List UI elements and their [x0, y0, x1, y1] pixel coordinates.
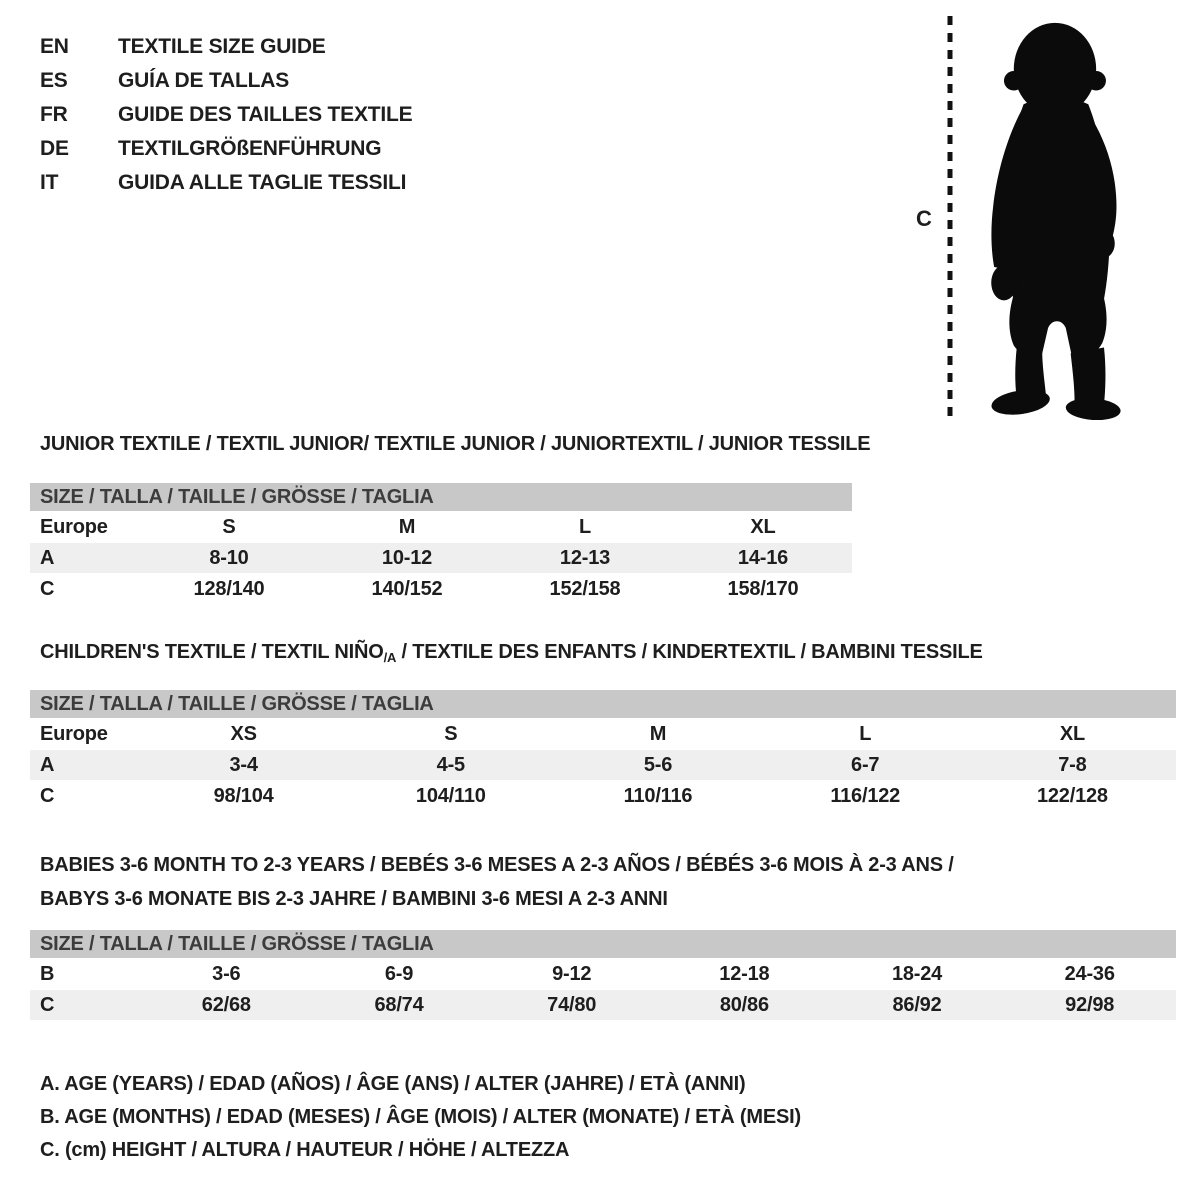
cell: 10-12: [381, 547, 433, 569]
cell: 158/170: [727, 578, 799, 600]
table-row-sizes: [30, 719, 1176, 749]
cell: 7-8: [1058, 754, 1087, 776]
cell: L: [578, 516, 592, 538]
cell: 6-7: [851, 754, 880, 776]
size-bar: SIZE / TALLA / TAILLE / GRÖSSE / TAGLIA: [30, 930, 1176, 958]
cell: 128/140: [193, 578, 265, 600]
table-row-age: [30, 750, 1176, 780]
lang-label: GUIDE DES TAILLES TEXTILE: [118, 103, 413, 126]
row-label: A: [40, 547, 55, 569]
cell: 6-9: [384, 963, 414, 985]
row-label: C: [40, 578, 55, 600]
lang-code: FR: [40, 103, 68, 126]
cell: 116/122: [830, 785, 901, 807]
cell: M: [398, 516, 416, 538]
cell: 104/110: [415, 785, 486, 807]
children-size-table: [30, 690, 1176, 811]
babies-section-heading: [40, 848, 954, 916]
height-measure-label: C: [916, 206, 932, 231]
cell: 12-18: [719, 963, 770, 985]
lang-code: IT: [40, 171, 59, 194]
table-row-height: [30, 990, 1176, 1020]
row-label: Europe: [40, 723, 108, 745]
cell: 14-16: [737, 547, 789, 569]
babies-heading-line1: BABIES 3-6 MONTH TO 2-3 YEARS / BEBÉS 3-6 MESES A 2-3 AÑOS / BÉBÉS 3-6 MOIS À 2-3 ANS /: [40, 854, 954, 876]
cell: 3-4: [229, 754, 258, 776]
height-dashed-line: [945, 16, 955, 416]
lang-code: EN: [40, 35, 69, 58]
cell: L: [859, 723, 872, 745]
lang-label: GUÍA DE TALLAS: [118, 69, 290, 92]
cell: 18-24: [891, 963, 943, 985]
lang-code: ES: [40, 69, 68, 92]
row-label: Europe: [40, 516, 108, 538]
lang-code: DE: [40, 137, 69, 160]
cell: M: [649, 723, 667, 745]
children-section-heading: [40, 641, 983, 665]
size-bar: SIZE / TALLA / TAILLE / GRÖSSE / TAGLIA: [30, 690, 1176, 718]
lang-row-de: [40, 132, 412, 166]
table-row-sizes: [30, 512, 852, 542]
table-row-height: [30, 574, 852, 604]
toddler-silhouette-icon: [962, 18, 1144, 420]
size-bar: SIZE / TALLA / TAILLE / GRÖSSE / TAGLIA: [30, 483, 852, 511]
row-label: A: [40, 754, 55, 776]
cell: XL: [1059, 723, 1085, 745]
junior-size-table: [30, 483, 852, 604]
junior-section-heading: JUNIOR TEXTILE / TEXTIL JUNIOR/ TEXTILE JUNIOR / JUNIORTEXTIL / JUNIOR TESSILE: [40, 433, 871, 455]
table-row-age: [30, 543, 852, 573]
children-heading-text: / TEXTILE DES ENFANTS / KINDERTEXTIL / BAMBINI TESSILE: [396, 641, 983, 663]
cell: XS: [230, 723, 257, 745]
legend: [40, 1068, 801, 1167]
babies-heading-line2: BABYS 3-6 MONATE BIS 2-3 JAHRE / BAMBINI 3-6 MESI A 2-3 ANNI: [40, 888, 668, 910]
lang-row-en: [40, 30, 412, 64]
cell: 122/128: [1036, 785, 1108, 807]
lang-row-fr: [40, 98, 412, 132]
cell: 140/152: [371, 578, 443, 600]
legend-line-a: A. AGE (YEARS) / EDAD (AÑOS) / ÂGE (ANS) / ALTER (JAHRE) / ETÀ (ANNI): [40, 1073, 746, 1095]
cell: 92/98: [1065, 994, 1115, 1016]
cell: 68/74: [374, 994, 424, 1016]
cell: 8-10: [209, 547, 249, 569]
language-header: [40, 30, 412, 200]
row-label: C: [40, 994, 55, 1016]
cell: 24-36: [1064, 963, 1115, 985]
cell: S: [444, 723, 458, 745]
row-label: C: [40, 785, 55, 807]
cell: 80/86: [719, 994, 769, 1016]
cell: 5-6: [643, 754, 673, 776]
cell: 12-13: [559, 547, 611, 569]
cell: 86/92: [892, 994, 942, 1016]
cell: 62/68: [201, 994, 251, 1016]
cell: 152/158: [549, 578, 621, 600]
table-row-age-months: [30, 959, 1176, 989]
cell: XL: [750, 516, 776, 538]
cell: S: [222, 516, 236, 538]
cell: 3-6: [212, 963, 241, 985]
cell: 74/80: [547, 994, 597, 1016]
legend-line-c: C. (cm) HEIGHT / ALTURA / HAUTEUR / HÖHE / ALTEZZA: [40, 1139, 570, 1161]
cell: 4-5: [436, 754, 465, 776]
lang-label: TEXTILGRÖßENFÜHRUNG: [118, 137, 382, 160]
lang-label: TEXTILE SIZE GUIDE: [118, 35, 326, 58]
children-heading-sub: /A: [383, 650, 397, 665]
cell: 110/116: [623, 785, 693, 807]
cell: 98/104: [213, 785, 274, 807]
cell: 9-12: [552, 963, 592, 985]
babies-size-table: [30, 930, 1176, 1020]
row-label: B: [40, 963, 55, 985]
legend-line-b: B. AGE (MONTHS) / EDAD (MESES) / ÂGE (MOIS) / ALTER (MONATE) / ETÀ (MESI): [40, 1106, 801, 1128]
children-heading-text: CHILDREN'S TEXTILE / TEXTIL NIÑO: [40, 641, 384, 663]
table-row-height: [30, 781, 1176, 811]
lang-label: GUIDA ALLE TAGLIE TESSILI: [118, 171, 407, 194]
lang-row-es: [40, 64, 412, 98]
lang-row-it: [40, 166, 412, 200]
